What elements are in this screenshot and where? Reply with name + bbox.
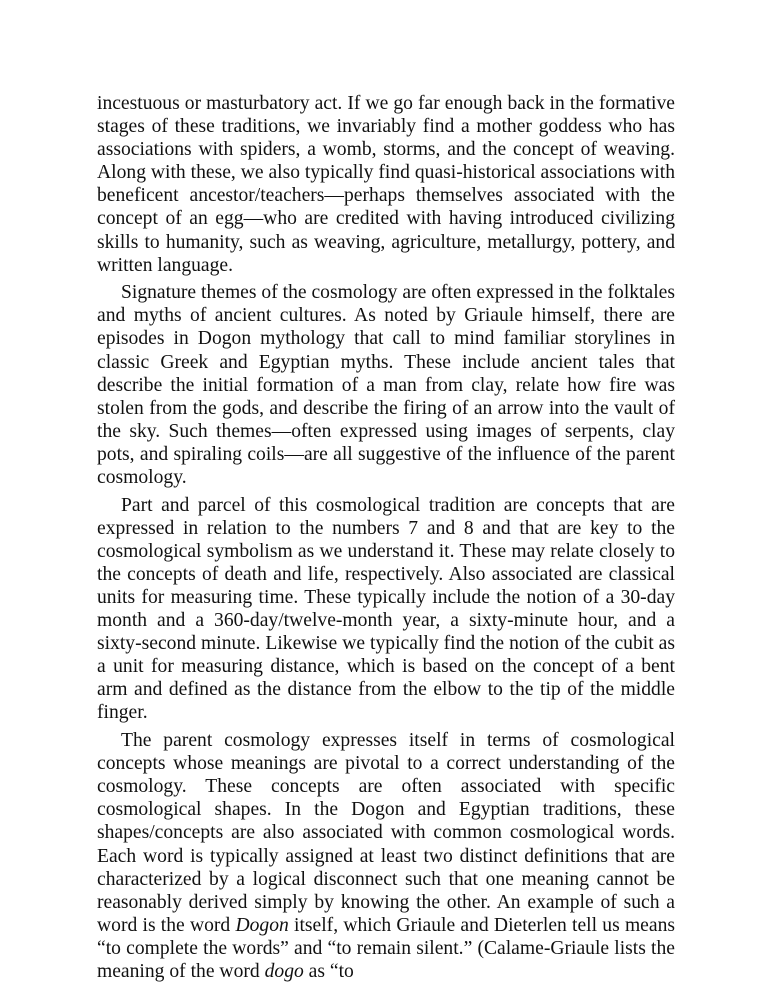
paragraph-2: Signature themes of the cosmology are often expressed in the folktales and myths of ancient cultures. As noted by Griaule himself, there are episodes in Dogon mythology that call to mind familiar storylines in classic Greek and Egyptian myths. These include ancient tales that describe the initial formation of a man from clay, relate how fire was stolen from the gods, and describe the firing of an arrow into the vault of the sky. Such themes—often expressed using images of serpents, clay pots, and spiraling coils—are all suggestive of the influence of the parent cosmology.: [97, 282, 675, 488]
paragraph-4: [97, 729, 675, 983]
paragraph-4-text-c: as “to: [303, 960, 354, 982]
paragraph-3: Part and parcel of this cosmological tradition are concepts that are expressed in relation to the numbers 7 and 8 and that are key to the cosmological symbolism as we understand it. These may relate closely to the concepts of death and life, respectively. Also associated are classical units for measuring time. These typically include the notion of a 30-day month and a 360-day/twelve-month year, a sixty-minute hour, and a sixty-second minute. Likewise we typically find the notion of the cubit as a unit for measuring distance, which is based on the concept of a bent arm and defined as the distance from the elbow to the tip of the middle finger.: [97, 494, 675, 724]
term-dogon: Dogon: [235, 914, 289, 936]
paragraph-4-text-a: The parent cosmology expresses itself in terms of cosmological concepts whose meanings are pivotal to a correct understanding of the cosmology. These concepts are often associated with specific cosmological shapes. In the Dogon and Egyptian traditions, these shapes/concepts are also associated with common cosmological words. Each word is typically assigned at least two distinct definitions that are characterized by a logical disconnect such that one meaning cannot be reasonably derived simply by knowing the other. An example of such a word is the word: [97, 730, 675, 936]
paragraph-1: incestuous or masturbatory act. If we go far enough back in the formative stages of these traditions, we invariably find a mother goddess who has associations with spiders, a womb, storms, and the concept of weaving. Along with these, we also typically find quasi-historical associations with beneficent ancestor/teachers—perhaps themselves associated with the concept of an egg—who are credited with having introduced civilizing skills to humanity, such as weaving, agriculture, metallurgy, pottery, and written language.: [97, 93, 675, 276]
book-page: [97, 92, 675, 983]
paragraph-4-text-b: itself, which Griaule and Dieterlen tell us means “to complete the words” and “to remain silent.” (Calame-Griaule lists the meaning of the word: [97, 914, 676, 982]
term-dogo: dogo: [264, 960, 304, 982]
